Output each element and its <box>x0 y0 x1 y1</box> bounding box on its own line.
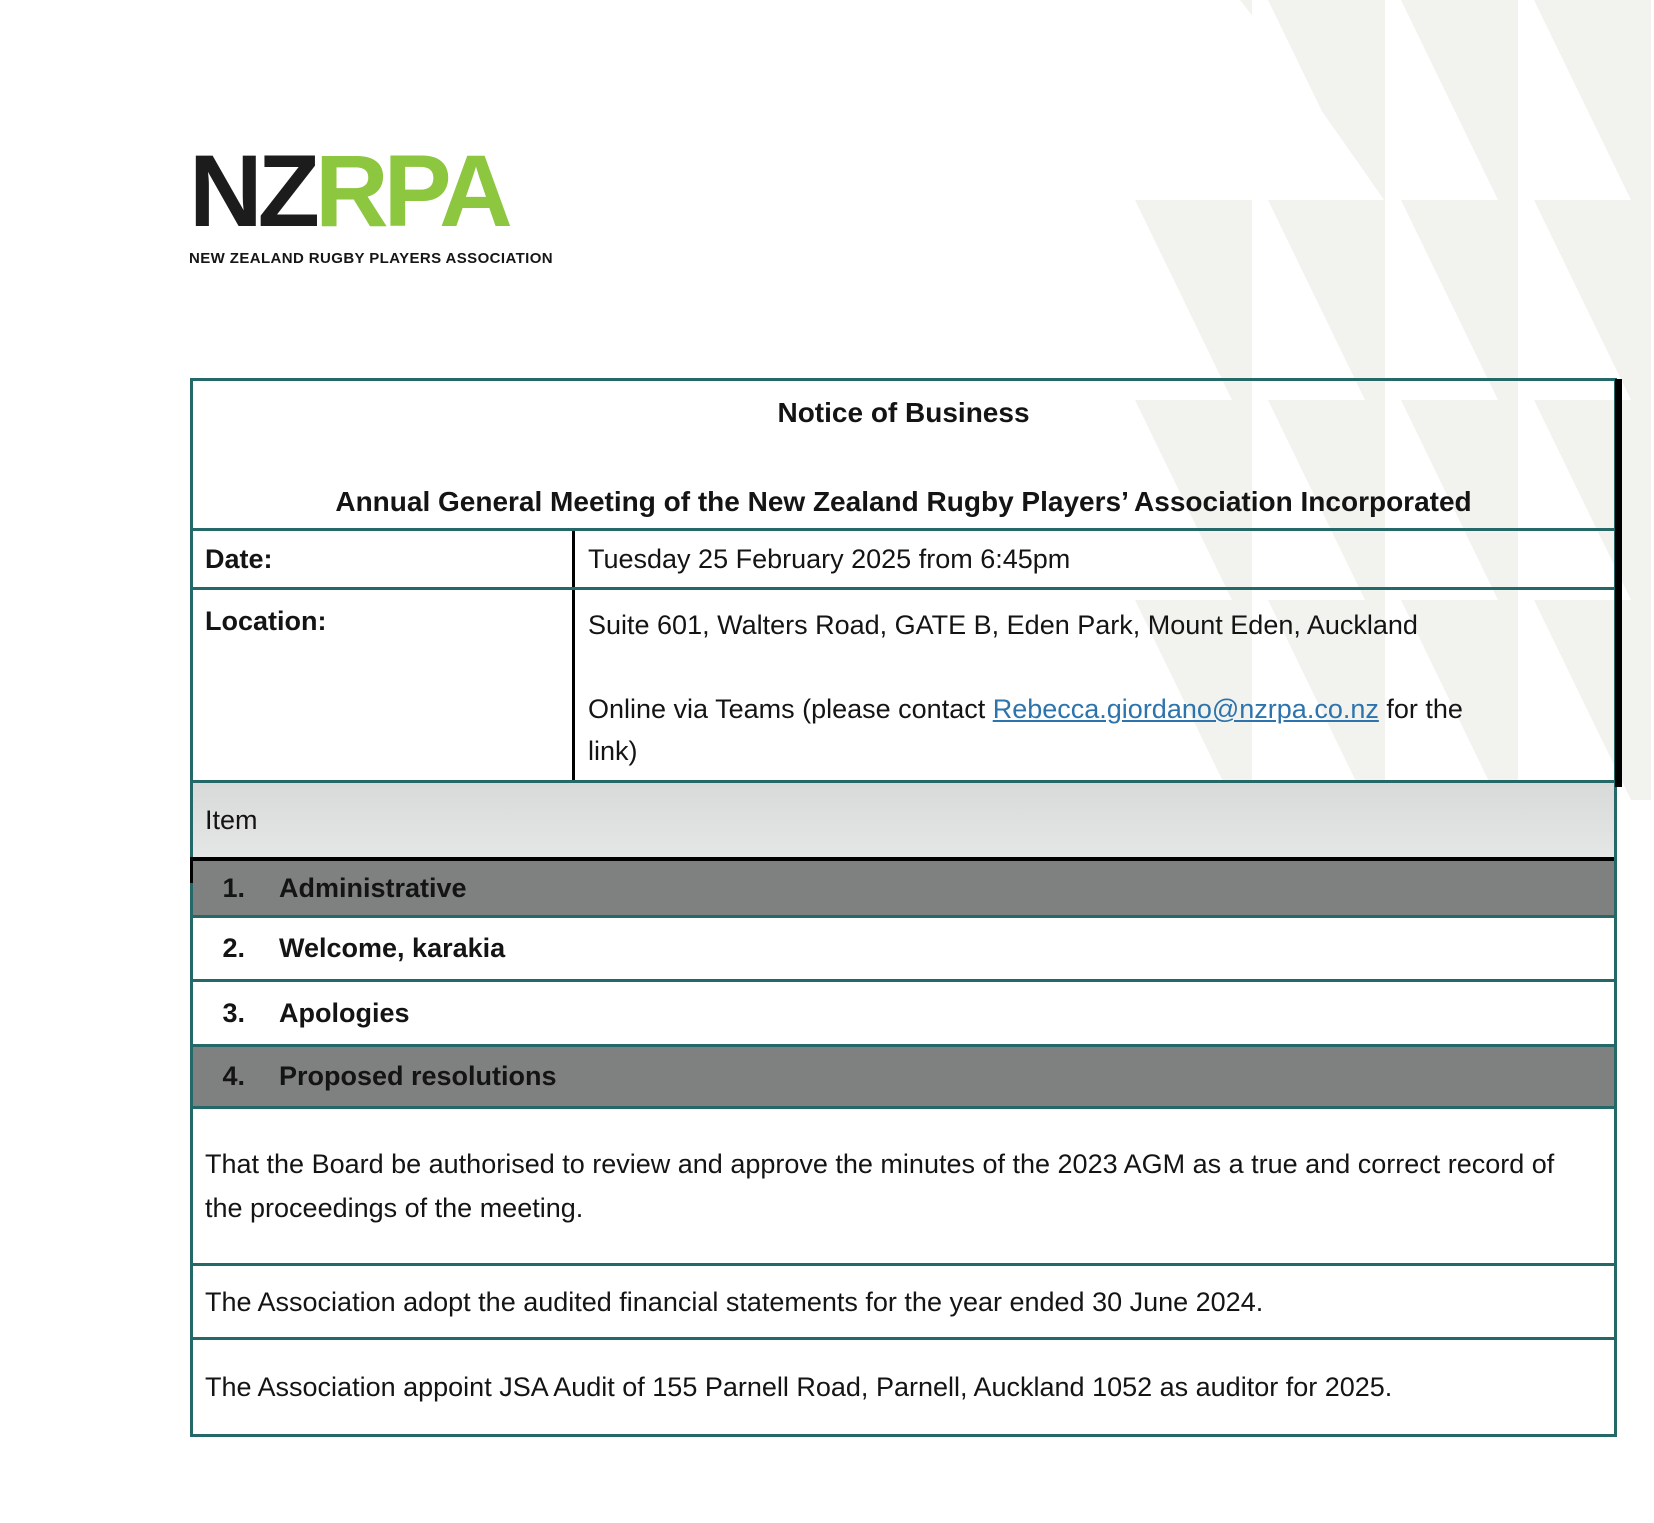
agenda-row-welcome <box>193 915 1614 979</box>
agenda-number: 4. <box>222 1061 245 1091</box>
location-value <box>575 590 1614 780</box>
notice-title: Notice of Business <box>777 397 1030 428</box>
resolution-text: The Association appoint JSA Audit of 155 Parnell Road, Parnell, Auckland 1052 as auditor for 2025. <box>205 1372 1393 1402</box>
agenda-label: Welcome, karakia <box>279 933 506 963</box>
item-header-label: Item <box>205 804 258 835</box>
logo-nz-text: NZ <box>189 134 315 248</box>
resolution-text: That the Board be authorised to review and approve the minutes of the 2023 AGM as a true and correct record of the proceedings of the meeting. <box>205 1149 1555 1223</box>
agenda-row-apologies <box>193 979 1614 1044</box>
table-header-row <box>193 381 1614 528</box>
resolution-text: The Association adopt the audited financial statements for the year ended 30 June 2024. <box>205 1286 1264 1317</box>
agenda-label: Administrative <box>279 872 467 903</box>
notice-of-business-table <box>190 378 1617 1437</box>
agenda-label: Apologies <box>279 997 410 1028</box>
location-spacer <box>588 646 1600 688</box>
location-row <box>193 587 1614 780</box>
resolution-row-auditor <box>193 1337 1614 1434</box>
date-value: Tuesday 25 February 2025 from 6:45pm <box>588 543 1071 574</box>
agenda-label: Proposed resolutions <box>279 1061 557 1091</box>
nzrpa-logo <box>189 134 553 267</box>
item-header-row <box>193 780 1614 857</box>
resolution-row-minutes <box>193 1106 1614 1263</box>
date-label: Date: <box>193 531 575 587</box>
location-address: Suite 601, Walters Road, GATE B, Eden Park, Mount Eden, Auckland <box>588 610 1418 640</box>
logo-tagline: NEW ZEALAND RUGBY PLAYERS ASSOCIATION <box>189 250 553 267</box>
agenda-number: 2. <box>222 933 245 963</box>
logo-wordmark <box>189 134 553 248</box>
table-right-shadow <box>1615 379 1622 787</box>
online-suffix-text: for the <box>1378 694 1463 724</box>
agenda-row-proposed-resolutions <box>193 1044 1614 1106</box>
online-suffix-line2: link) <box>588 736 638 766</box>
resolution-row-financial-statements <box>193 1263 1614 1337</box>
meeting-subtitle: Annual General Meeting of the New Zealand Rugby Players’ Association Incorporated <box>335 486 1472 517</box>
contact-email-link[interactable]: Rebecca.giordano@nzrpa.co.nz <box>992 694 1379 724</box>
location-online-line <box>588 688 1600 730</box>
agenda-number: 1. <box>222 872 245 903</box>
logo-rpa-text: RPA <box>314 134 508 248</box>
agenda-row-administrative <box>193 857 1614 915</box>
agenda-number: 3. <box>222 997 245 1028</box>
date-row <box>193 528 1614 587</box>
online-prefix-text: Online via Teams (please contact <box>588 694 993 724</box>
location-label: Location: <box>193 590 575 780</box>
